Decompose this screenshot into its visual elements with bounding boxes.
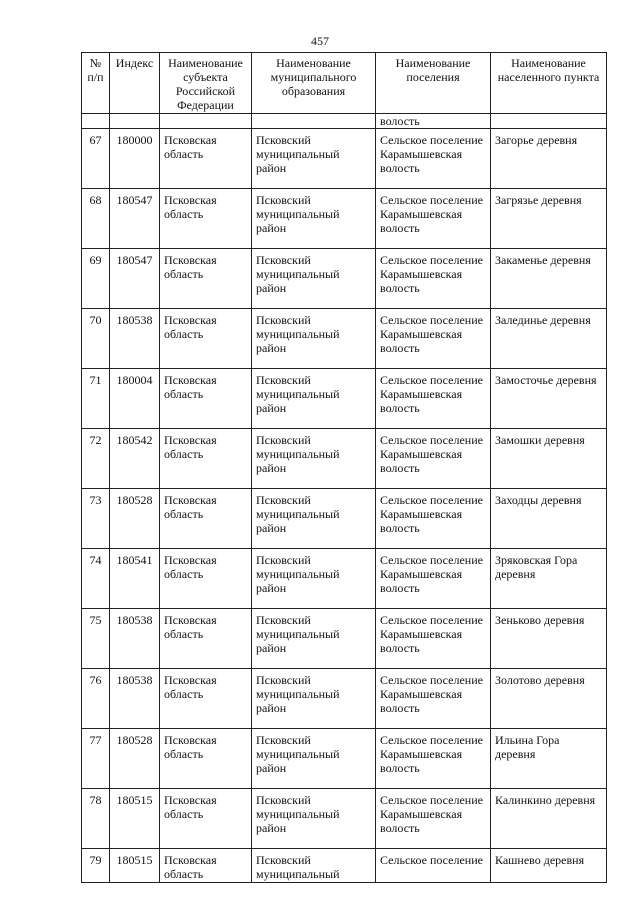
cell-municipality: Псковский муниципальный район [252,129,376,189]
table-row [82,549,607,609]
cell-subject: Псковская область [160,669,252,729]
cell-municipality: Псковский муниципальный район [252,249,376,309]
header-settlement: Наименование поселения [376,53,491,114]
cell-locality: Зряковская Гора деревня [491,549,607,609]
table-row [82,609,607,669]
cell-municipality: Псковский муниципальный район [252,609,376,669]
cell-locality: Замошки деревня [491,429,607,489]
cell-index: 180515 [110,789,160,849]
table-row [82,849,607,883]
cell-settlement: Сельское поселение Карамышевская волость [376,189,491,249]
cell-settlement: Сельское поселение Карамышевская волость [376,369,491,429]
cell-index: 180538 [110,609,160,669]
header-locality: Наименование населенного пункта [491,53,607,114]
page-number: 457 [311,34,329,48]
cell-locality: Зеньково деревня [491,609,607,669]
header-num: № п/п [82,53,110,114]
cell-settlement: Сельское поселение Карамышевская волость [376,309,491,369]
cell-subject: Псковская область [160,249,252,309]
cell-locality: Заходцы деревня [491,489,607,549]
cell-num: 73 [82,489,110,549]
cell-settlement: Сельское поселение Карамышевская волость [376,489,491,549]
table-row [82,729,607,789]
table-row [82,669,607,729]
cell-municipality: Псковский муниципальный район [252,369,376,429]
cell-settlement: Сельское поселение Карамышевская волость [376,429,491,489]
table-header-row [82,53,607,114]
cell-municipality: Псковский муниципальный район [252,729,376,789]
cell-settlement: Сельское поселение Карамышевская волость [376,789,491,849]
cell-num: 79 [82,849,110,883]
cell-index: 180538 [110,309,160,369]
cell-num: 76 [82,669,110,729]
cell-locality: Кашнево деревня [491,849,607,883]
cell-index: 180004 [110,369,160,429]
cell-subject: Псковская область [160,789,252,849]
table-row [82,309,607,369]
cell-subject: Псковская область [160,129,252,189]
cell-locality: Ильина Гора деревня [491,729,607,789]
cell-settlement: Сельское поселение Карамышевская волость [376,549,491,609]
cell-settlement: Сельское поселение Карамышевская волость [376,729,491,789]
cell-settlement: Сельское поселение Карамышевская волость [376,609,491,669]
cell-municipality: Псковский муниципальный район [252,489,376,549]
cell-num: 67 [82,129,110,189]
table-row [82,249,607,309]
cell-subject: Псковская область [160,429,252,489]
header-index: Индекс [110,53,160,114]
table-row [82,369,607,429]
cell-settlement: Сельское поселение Карамышевская волость [376,249,491,309]
table-row [82,489,607,549]
cell-subject: Псковская область [160,369,252,429]
cell-subject: Псковская область [160,729,252,789]
cell-subject: Псковская область [160,849,252,883]
cell-subject: Псковская область [160,309,252,369]
table-row [82,129,607,189]
cell-locality: Загрязье деревня [491,189,607,249]
cell-index: 180515 [110,849,160,883]
cell-num: 74 [82,549,110,609]
cell-municipality: Псковский муниципальный район [252,189,376,249]
cell-index: 180542 [110,429,160,489]
cell-settlement: Сельское поселение Карамышевская волость [376,669,491,729]
cell-subject: Псковская область [160,489,252,549]
localities-table [81,52,607,883]
cell-locality: Залединье деревня [491,309,607,369]
cell-index: 180547 [110,189,160,249]
cell-locality: Закаменье деревня [491,249,607,309]
cell-index: 180528 [110,729,160,789]
cell-index: 180000 [110,129,160,189]
cell-municipality: Псковский муниципальный район [252,789,376,849]
cell-locality: Золотово деревня [491,669,607,729]
cell-num: 72 [82,429,110,489]
cell-municipality: Псковский муниципальный район [252,309,376,369]
cell-index: 180547 [110,249,160,309]
cell-municipality: Псковский муниципальный [252,849,376,883]
continuation-settlement: волость [376,114,491,129]
cell-subject: Псковская область [160,609,252,669]
cell-subject: Псковская область [160,549,252,609]
cell-settlement: Сельское поселение Карамышевская волость [376,129,491,189]
cell-municipality: Псковский муниципальный район [252,429,376,489]
cell-locality: Загорье деревня [491,129,607,189]
header-subject: Наименование субъекта Российской Федерации [160,53,252,114]
cell-num: 75 [82,609,110,669]
cell-num: 78 [82,789,110,849]
continuation-row [82,114,607,129]
cell-settlement: Сельское поселение [376,849,491,883]
cell-index: 180528 [110,489,160,549]
table-row [82,429,607,489]
cell-index: 180541 [110,549,160,609]
cell-locality: Калинкино деревня [491,789,607,849]
cell-num: 70 [82,309,110,369]
cell-num: 68 [82,189,110,249]
table-row [82,189,607,249]
cell-index: 180538 [110,669,160,729]
cell-num: 71 [82,369,110,429]
cell-num: 77 [82,729,110,789]
cell-municipality: Псковский муниципальный район [252,669,376,729]
table-row [82,789,607,849]
cell-subject: Псковская область [160,189,252,249]
header-municipality: Наименование муниципального образования [252,53,376,114]
cell-num: 69 [82,249,110,309]
cell-locality: Замосточье деревня [491,369,607,429]
cell-municipality: Псковский муниципальный район [252,549,376,609]
